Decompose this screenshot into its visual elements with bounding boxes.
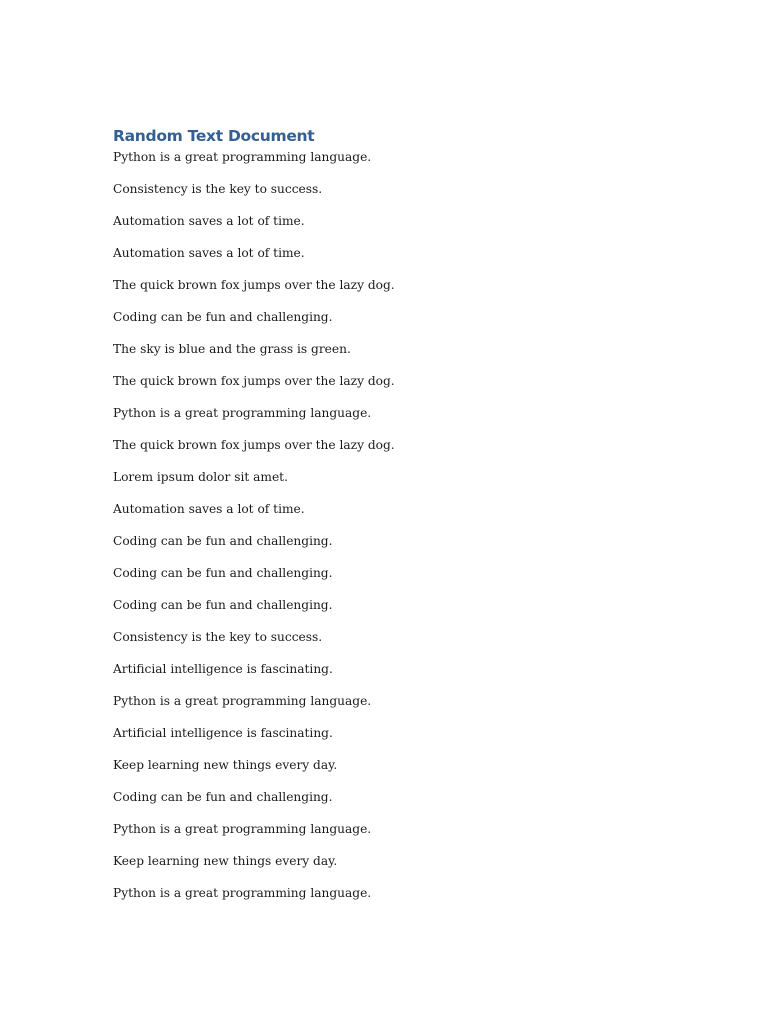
paragraph: Coding can be fun and challenging. bbox=[113, 790, 333, 804]
paragraph: Consistency is the key to success. bbox=[113, 182, 323, 196]
paragraph: Coding can be fun and challenging. bbox=[113, 534, 333, 548]
paragraph: Automation saves a lot of time. bbox=[113, 502, 305, 516]
paragraph: Consistency is the key to success. bbox=[113, 630, 323, 644]
document-body bbox=[113, 125, 673, 915]
paragraph: Python is a great programming language. bbox=[113, 886, 372, 900]
paragraph: Coding can be fun and challenging. bbox=[113, 310, 333, 324]
paragraph: Keep learning new things every day. bbox=[113, 758, 338, 772]
paragraph: Artificial intelligence is fascinating. bbox=[113, 662, 333, 676]
paragraph: Artificial intelligence is fascinating. bbox=[113, 726, 333, 740]
document-title: Random Text Document bbox=[113, 127, 315, 145]
paragraph: Coding can be fun and challenging. bbox=[113, 598, 333, 612]
paragraph: Python is a great programming language. bbox=[113, 150, 372, 164]
paragraph: The sky is blue and the grass is green. bbox=[113, 342, 351, 356]
paragraph: The quick brown fox jumps over the lazy dog. bbox=[113, 438, 395, 452]
paragraph: Python is a great programming language. bbox=[113, 694, 372, 708]
paragraph: The quick brown fox jumps over the lazy dog. bbox=[113, 278, 395, 292]
paragraph: The quick brown fox jumps over the lazy dog. bbox=[113, 374, 395, 388]
paragraph: Keep learning new things every day. bbox=[113, 854, 338, 868]
paragraph: Python is a great programming language. bbox=[113, 822, 372, 836]
paragraph: Python is a great programming language. bbox=[113, 406, 372, 420]
paragraph: Coding can be fun and challenging. bbox=[113, 566, 333, 580]
paragraph: Automation saves a lot of time. bbox=[113, 214, 305, 228]
paragraph: Automation saves a lot of time. bbox=[113, 246, 305, 260]
paragraph: Lorem ipsum dolor sit amet. bbox=[113, 470, 288, 484]
paragraph-list bbox=[113, 147, 673, 903]
